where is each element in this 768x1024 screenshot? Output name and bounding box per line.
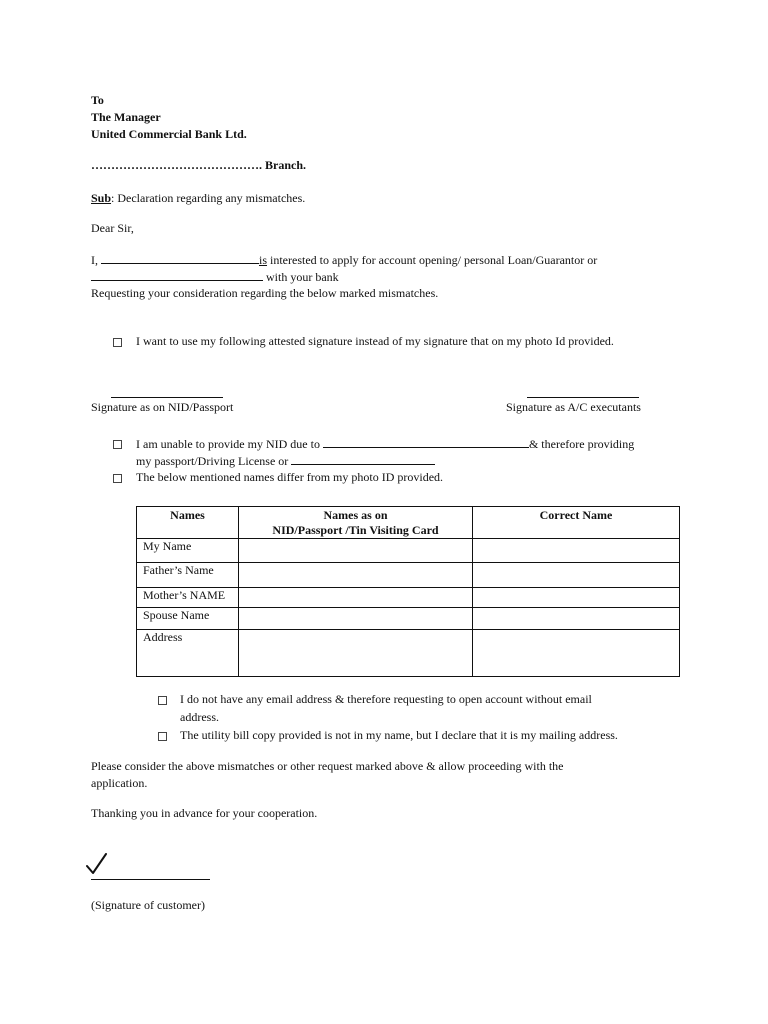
header-correct-name: Correct Name bbox=[473, 507, 680, 539]
cell-correct-address[interactable] bbox=[473, 630, 680, 677]
cell-id-name[interactable] bbox=[239, 588, 473, 608]
nid-reason-blank[interactable] bbox=[323, 436, 529, 448]
closing-line-1: Please consider the above mismatches or other request marked above & allow proceeding with the bbox=[91, 759, 564, 773]
row-label-mothers-name: Mother’s NAME bbox=[137, 588, 239, 608]
header-names-as-on-label: Names as on bbox=[323, 508, 388, 522]
intro-line-2-rest: with your bank bbox=[263, 270, 339, 284]
cell-correct-name[interactable] bbox=[473, 563, 680, 588]
email-option-line-2: address. bbox=[180, 710, 219, 724]
email-option-checkbox[interactable] bbox=[158, 696, 167, 705]
signature-option-checkbox[interactable] bbox=[113, 338, 122, 347]
closing-line-2: application. bbox=[91, 776, 148, 790]
intro-line-2 bbox=[91, 269, 339, 285]
nid-option-line-2-text: my passport/Driving License or bbox=[136, 454, 292, 468]
customer-signature-line[interactable] bbox=[91, 879, 210, 880]
names-option-text: The below mentioned names differ from my photo ID provided. bbox=[136, 470, 444, 484]
branch-line bbox=[91, 158, 306, 173]
cell-correct-name[interactable] bbox=[473, 588, 680, 608]
table-header-row bbox=[137, 507, 680, 539]
table-row bbox=[137, 588, 680, 608]
to-label: To bbox=[91, 93, 104, 107]
email-option-line-1: I do not have any email address & therefore requesting to open account without email bbox=[180, 692, 592, 706]
signature-option-text: I want to use my following attested signature instead of my signature that on my photo Id provided. bbox=[136, 334, 614, 348]
row-label-my-name: My Name bbox=[137, 539, 239, 563]
header-id-types: NID/Passport /Tin Visiting Card bbox=[272, 523, 439, 537]
table-row bbox=[137, 563, 680, 588]
subject-line bbox=[91, 191, 305, 206]
nid-option-part-1: I am unable to provide my NID due to bbox=[136, 437, 323, 451]
customer-signature-caption: (Signature of customer) bbox=[91, 898, 205, 912]
row-label-fathers-name: Father’s Name bbox=[137, 563, 239, 588]
names-table bbox=[136, 506, 680, 677]
utility-option-text: The utility bill copy provided is not in my name, but I declare that it is my mailing address. bbox=[180, 728, 618, 742]
branch-dots: ……………………………………. bbox=[91, 158, 262, 172]
header-names: Names bbox=[137, 507, 239, 539]
nid-option-line-2 bbox=[136, 453, 435, 469]
check-mark-icon bbox=[86, 852, 108, 876]
subject-text: : Declaration regarding any mismatches. bbox=[111, 191, 306, 205]
nid-option-part-2: & therefore providing bbox=[528, 437, 635, 451]
header-names-as-on bbox=[239, 507, 473, 539]
cell-id-address[interactable] bbox=[239, 630, 473, 677]
nid-option-checkbox[interactable] bbox=[113, 440, 122, 449]
cell-id-name[interactable] bbox=[239, 563, 473, 588]
executant-signature-line[interactable] bbox=[527, 397, 639, 398]
name-blank[interactable] bbox=[101, 252, 259, 264]
nid-signature-line[interactable] bbox=[111, 397, 223, 398]
intro-is: is bbox=[259, 253, 268, 267]
row-label-spouse-name: Spouse Name bbox=[137, 608, 239, 630]
row-label-address: Address bbox=[137, 630, 239, 677]
intro-i: I, bbox=[91, 253, 101, 267]
table-row bbox=[137, 630, 680, 677]
cell-correct-name[interactable] bbox=[473, 539, 680, 563]
intro-line-1-rest: interested to apply for account opening/ personal Loan/Guarantor or bbox=[267, 253, 598, 267]
salutation: Dear Sir, bbox=[91, 221, 134, 235]
intro-line-1 bbox=[91, 252, 597, 268]
intro-line-3: Requesting your consideration regarding the below marked mismatches. bbox=[91, 286, 439, 300]
cell-id-name[interactable] bbox=[239, 539, 473, 563]
branch-label: Branch. bbox=[262, 158, 307, 172]
names-option-checkbox[interactable] bbox=[113, 474, 122, 483]
cell-id-name[interactable] bbox=[239, 608, 473, 630]
recipient-title: The Manager bbox=[91, 110, 161, 124]
purpose-blank[interactable] bbox=[91, 269, 263, 281]
cell-correct-name[interactable] bbox=[473, 608, 680, 630]
thanks-line: Thanking you in advance for your cooperation. bbox=[91, 806, 318, 820]
alternate-id-blank[interactable] bbox=[291, 453, 435, 465]
utility-option-checkbox[interactable] bbox=[158, 732, 167, 741]
table-row bbox=[137, 608, 680, 630]
nid-option-line-1 bbox=[136, 436, 634, 452]
table-row bbox=[137, 539, 680, 563]
nid-signature-label: Signature as on NID/Passport bbox=[91, 400, 234, 414]
executant-signature-label: Signature as A/C executants bbox=[506, 400, 641, 414]
bank-name: United Commercial Bank Ltd. bbox=[91, 127, 247, 141]
subject-label: Sub bbox=[91, 191, 112, 205]
